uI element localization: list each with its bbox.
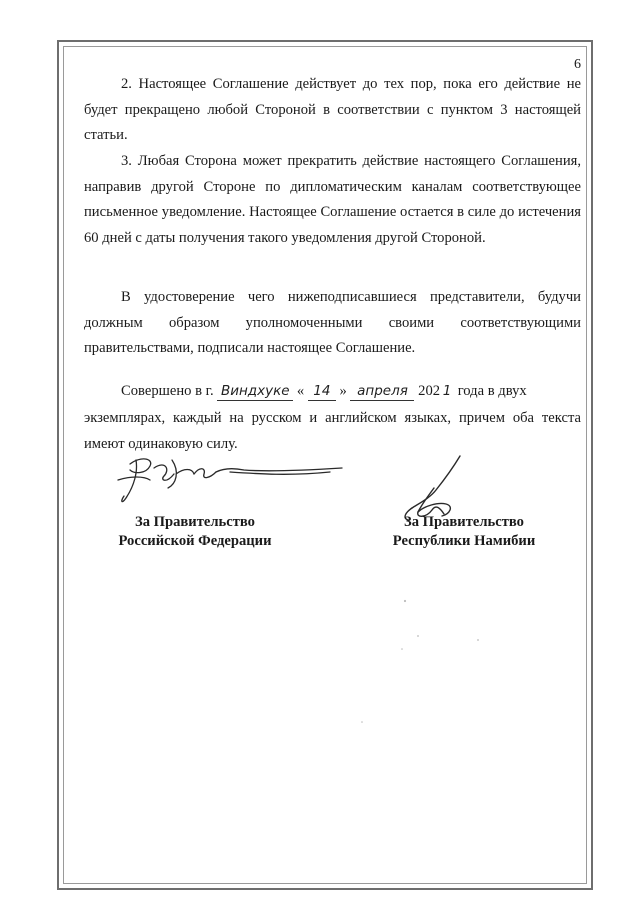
year-printed: 202 xyxy=(418,383,441,399)
handwritten-day: 14 xyxy=(308,382,336,401)
handwritten-year-digit: 1 xyxy=(442,383,452,399)
signing-suffix: года в двух xyxy=(457,383,527,399)
handwritten-city: Виндхуке xyxy=(217,382,293,401)
paragraph-3: 3. Любая Сторона может прекратить действие настоящего Соглашения, направив другой Стороне по дипломатическим каналам соответствующее письменное уведомление. Настоящее Соглашение остается в силе до истечения 60 дней с даты получения такого уведомления другой Стороной. xyxy=(84,153,581,246)
signing-prefix: Совершено в г. xyxy=(121,383,214,399)
signatory-right-line1: За Правительство xyxy=(404,514,524,530)
witness-paragraph: В удостоверение чего нижеподписавшиеся представители, будучи должным образом уполномоченными своими соответствующими правительствами, подписали настоящее Соглашение. xyxy=(84,289,581,356)
signing-continuation: экземплярах, каждый на русском и английском языках, причем оба текста имеют одинаковую силу. xyxy=(84,410,581,452)
signatory-right-line2: Республики Намибии xyxy=(392,533,536,549)
open-quote: « xyxy=(296,383,305,399)
handwritten-month: апреля xyxy=(350,382,414,401)
signatory-left-line2: Российской Федерации xyxy=(118,533,272,549)
close-quote: » xyxy=(339,383,347,399)
paragraph-2: 2. Настоящее Соглашение действует до тех пор, пока его действие не будет прекращено любой Стороной в соответствии с пунктом 3 настоящей статьи. xyxy=(84,76,581,143)
signatory-left-line1: За Правительство xyxy=(135,514,255,530)
page-number: 6 xyxy=(574,57,581,72)
